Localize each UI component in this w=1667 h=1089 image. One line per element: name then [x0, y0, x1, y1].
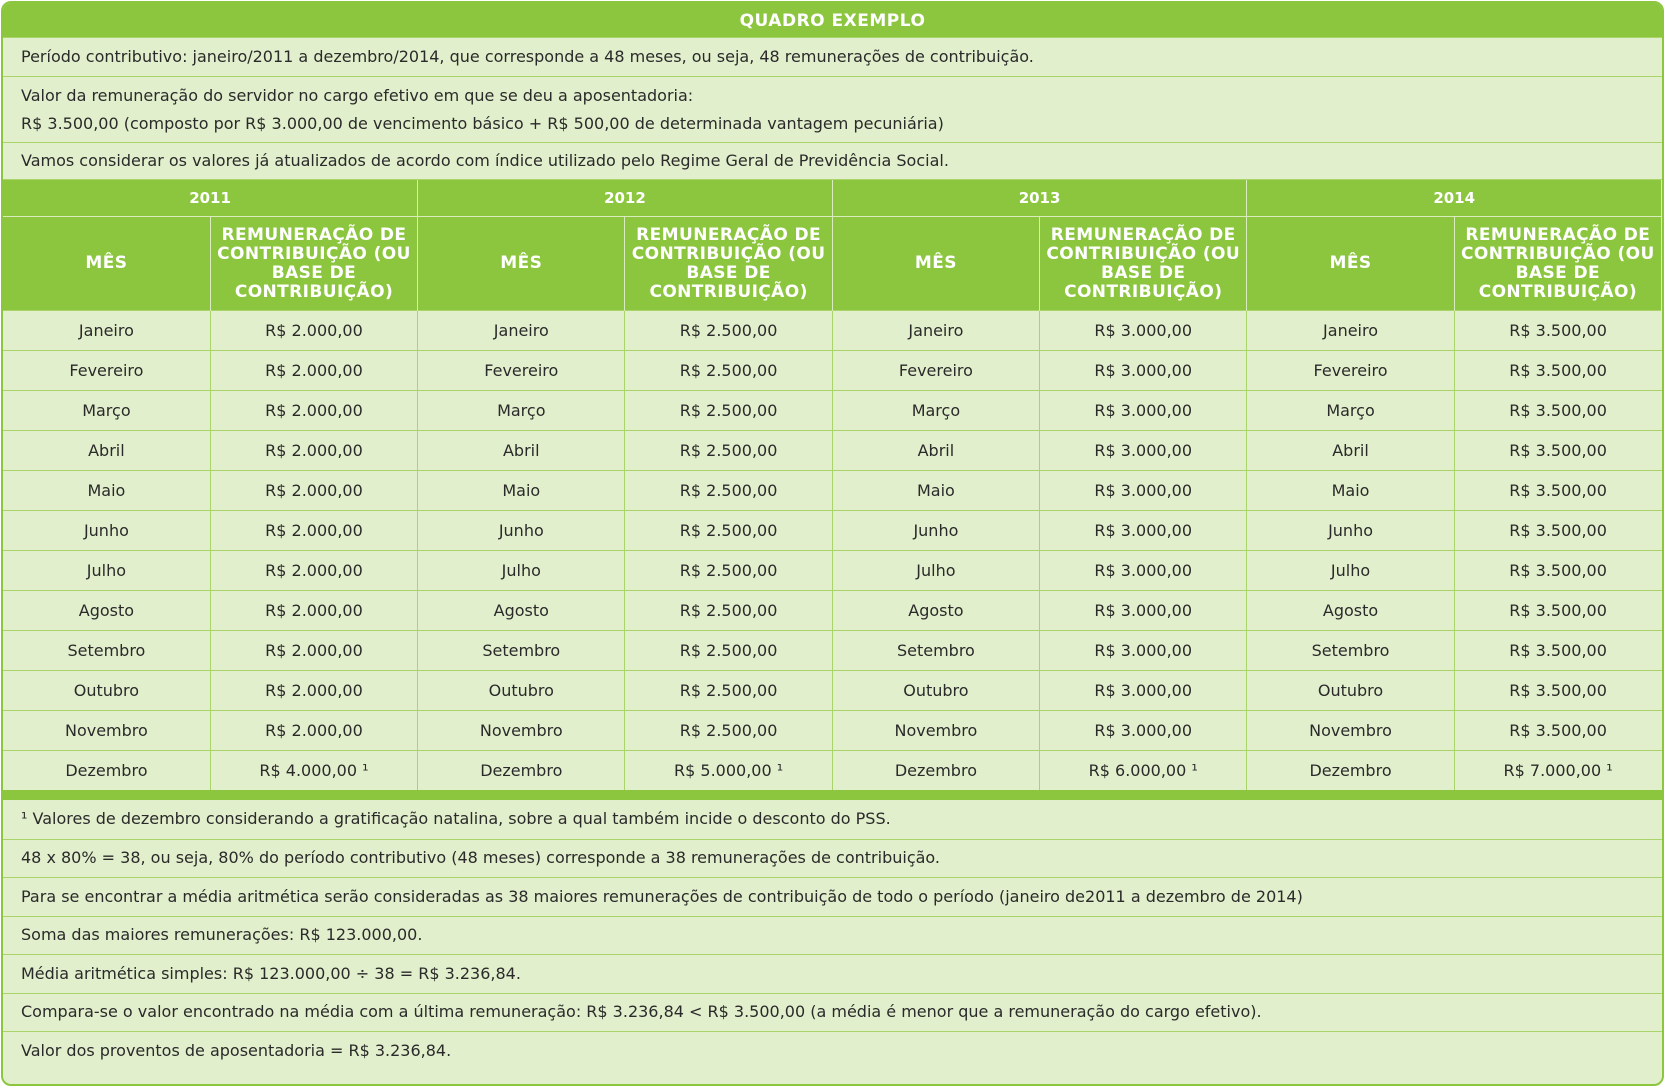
- month-cell: Fevereiro: [832, 351, 1039, 391]
- month-cell: Agosto: [1247, 591, 1454, 631]
- value-cell: R$ 2.000,00: [210, 591, 417, 631]
- month-cell: Janeiro: [1247, 311, 1454, 351]
- month-cell: Novembro: [3, 711, 210, 751]
- month-cell: Outubro: [418, 671, 625, 711]
- month-cell: Julho: [418, 551, 625, 591]
- table-row: [3, 431, 1662, 471]
- value-cell: R$ 2.500,00: [625, 711, 832, 751]
- month-cell: Maio: [418, 471, 625, 511]
- intro-period-text: Período contributivo: janeiro/2011 a dezembro/2014, que corresponde a 48 meses, ou seja, 48 remunerações de contribuição.: [21, 47, 1034, 66]
- calculation-note: [3, 916, 1662, 955]
- value-cell: R$ 4.000,00 ¹: [210, 751, 417, 791]
- value-cell: R$ 2.500,00: [625, 311, 832, 351]
- month-cell: Dezembro: [418, 751, 625, 791]
- value-cell: R$ 2.000,00: [210, 551, 417, 591]
- month-cell: Setembro: [1247, 631, 1454, 671]
- month-cell: Abril: [3, 431, 210, 471]
- value-cell: R$ 2.000,00: [210, 311, 417, 351]
- table-row: [3, 671, 1662, 711]
- value-cell: R$ 2.000,00: [210, 351, 417, 391]
- month-cell: Fevereiro: [418, 351, 625, 391]
- value-cell: R$ 2.000,00: [210, 511, 417, 551]
- value-cell: R$ 3.500,00: [1454, 311, 1661, 351]
- value-cell: R$ 3.500,00: [1454, 631, 1661, 671]
- month-cell: Novembro: [418, 711, 625, 751]
- section-divider: [3, 790, 1662, 800]
- table-row: [3, 551, 1662, 591]
- contribution-table: [3, 179, 1662, 790]
- month-cell: Dezembro: [3, 751, 210, 791]
- value-cell: R$ 2.000,00: [210, 711, 417, 751]
- intro-period: [3, 37, 1662, 76]
- calculation-note: [3, 839, 1662, 878]
- value-cell: R$ 2.500,00: [625, 511, 832, 551]
- calculation-notes: [3, 800, 1662, 1070]
- value-cell: R$ 3.000,00: [1040, 711, 1247, 751]
- month-cell: Julho: [1247, 551, 1454, 591]
- calculation-note: [3, 877, 1662, 916]
- month-cell: Maio: [3, 471, 210, 511]
- note-text: 48 x 80% = 38, ou seja, 80% do período contributivo (48 meses) corresponde a 38 remunerações de contribuição.: [21, 848, 941, 868]
- month-cell: Junho: [3, 511, 210, 551]
- month-column-header: MÊS: [3, 217, 210, 311]
- value-cell: R$ 3.500,00: [1454, 671, 1661, 711]
- value-cell: R$ 3.000,00: [1040, 671, 1247, 711]
- value-column-header: REMUNERAÇÃO DE CONTRIBUIÇÃO (OU BASE DE CONTRIBUIÇÃO): [210, 217, 417, 311]
- value-cell: R$ 2.000,00: [210, 431, 417, 471]
- month-cell: Junho: [832, 511, 1039, 551]
- month-cell: Fevereiro: [3, 351, 210, 391]
- intro-remuneration: [3, 76, 1662, 142]
- value-cell: R$ 2.000,00: [210, 391, 417, 431]
- month-cell: Janeiro: [418, 311, 625, 351]
- table-row: [3, 391, 1662, 431]
- intro-remuneration-label: Valor da remuneração do servidor no cargo efetivo em que se deu a aposentadoria:: [21, 85, 694, 105]
- value-cell: R$ 2.500,00: [625, 391, 832, 431]
- note-text: Média aritmética simples: R$ 123.000,00 ÷ 38 = R$ 3.236,84.: [21, 963, 521, 983]
- month-column-header: MÊS: [418, 217, 625, 311]
- month-cell: Dezembro: [1247, 751, 1454, 791]
- value-cell: R$ 2.000,00: [210, 631, 417, 671]
- value-cell: R$ 2.000,00: [210, 671, 417, 711]
- table-row: [3, 591, 1662, 631]
- value-cell: R$ 2.000,00: [210, 471, 417, 511]
- value-cell: R$ 2.500,00: [625, 631, 832, 671]
- year-header: 2013: [832, 180, 1247, 217]
- month-column-header: MÊS: [1247, 217, 1454, 311]
- year-header: 2011: [3, 180, 418, 217]
- value-cell: R$ 2.500,00: [625, 671, 832, 711]
- value-cell: R$ 5.000,00 ¹: [625, 751, 832, 791]
- month-cell: Abril: [418, 431, 625, 471]
- value-cell: R$ 3.500,00: [1454, 431, 1661, 471]
- month-cell: Novembro: [832, 711, 1039, 751]
- value-column-header: REMUNERAÇÃO DE CONTRIBUIÇÃO (OU BASE DE CONTRIBUIÇÃO): [625, 217, 832, 311]
- value-cell: R$ 3.500,00: [1454, 711, 1661, 751]
- calculation-note: [3, 993, 1662, 1032]
- value-cell: R$ 3.500,00: [1454, 551, 1661, 591]
- year-header: 2012: [418, 180, 833, 217]
- month-cell: Junho: [1247, 511, 1454, 551]
- month-cell: Outubro: [3, 671, 210, 711]
- month-cell: Maio: [1247, 471, 1454, 511]
- month-cell: Abril: [1247, 431, 1454, 471]
- month-cell: Janeiro: [832, 311, 1039, 351]
- intro-remuneration-value: R$ 3.500,00 (composto por R$ 3.000,00 de vencimento básico + R$ 500,00 de determinada vantagem pecuniária): [21, 113, 944, 133]
- month-cell: Setembro: [418, 631, 625, 671]
- footnote: [3, 800, 1662, 839]
- year-header: 2014: [1247, 180, 1662, 217]
- month-cell: Novembro: [1247, 711, 1454, 751]
- value-cell: R$ 3.000,00: [1040, 551, 1247, 591]
- value-column-header: REMUNERAÇÃO DE CONTRIBUIÇÃO (OU BASE DE CONTRIBUIÇÃO): [1040, 217, 1247, 311]
- month-cell: Agosto: [3, 591, 210, 631]
- value-cell: R$ 2.500,00: [625, 471, 832, 511]
- note-text: Valor dos proventos de aposentadoria = R$ 3.236,84.: [21, 1040, 452, 1060]
- value-cell: R$ 3.000,00: [1040, 471, 1247, 511]
- month-cell: Julho: [832, 551, 1039, 591]
- month-cell: Março: [3, 391, 210, 431]
- value-cell: R$ 3.000,00: [1040, 631, 1247, 671]
- month-cell: Maio: [832, 471, 1039, 511]
- month-cell: Agosto: [832, 591, 1039, 631]
- value-cell: R$ 6.000,00 ¹: [1040, 751, 1247, 791]
- value-column-header: REMUNERAÇÃO DE CONTRIBUIÇÃO (OU BASE DE CONTRIBUIÇÃO): [1454, 217, 1661, 311]
- month-cell: Outubro: [1247, 671, 1454, 711]
- value-cell: R$ 2.500,00: [625, 351, 832, 391]
- month-cell: Julho: [3, 551, 210, 591]
- column-header-row: [3, 217, 1662, 311]
- month-cell: Janeiro: [3, 311, 210, 351]
- month-cell: Agosto: [418, 591, 625, 631]
- month-cell: Junho: [418, 511, 625, 551]
- panel-title: QUADRO EXEMPLO: [3, 3, 1662, 37]
- value-cell: R$ 3.000,00: [1040, 351, 1247, 391]
- value-cell: R$ 3.000,00: [1040, 431, 1247, 471]
- month-cell: Março: [1247, 391, 1454, 431]
- value-cell: R$ 3.500,00: [1454, 351, 1661, 391]
- value-cell: R$ 3.000,00: [1040, 311, 1247, 351]
- table-row: [3, 511, 1662, 551]
- month-cell: Outubro: [832, 671, 1039, 711]
- table-row: [3, 471, 1662, 511]
- calculation-note: [3, 954, 1662, 993]
- value-cell: R$ 7.000,00 ¹: [1454, 751, 1661, 791]
- note-text: Compara-se o valor encontrado na média com a última remuneração: R$ 3.236,84 < R$ 3.500,00 (a média é menor que a remuneração do cargo efetivo).: [21, 1002, 1262, 1022]
- value-cell: R$ 2.500,00: [625, 591, 832, 631]
- table-row: [3, 751, 1662, 791]
- month-cell: Março: [418, 391, 625, 431]
- month-cell: Dezembro: [832, 751, 1039, 791]
- value-cell: R$ 3.000,00: [1040, 591, 1247, 631]
- value-cell: R$ 2.500,00: [625, 431, 832, 471]
- calculation-note: [3, 1031, 1662, 1070]
- month-column-header: MÊS: [832, 217, 1039, 311]
- month-cell: Março: [832, 391, 1039, 431]
- month-cell: Abril: [832, 431, 1039, 471]
- intro-index-text: Vamos considerar os valores já atualizados de acordo com índice utilizado pelo Regime Geral de Previdência Social.: [21, 151, 949, 170]
- month-cell: Fevereiro: [1247, 351, 1454, 391]
- note-text: Para se encontrar a média aritmética serão consideradas as 38 maiores remunerações de contribuição de todo o período (janeiro de2011 a dezembro de 2014): [21, 886, 1303, 906]
- year-header-row: [3, 180, 1662, 217]
- value-cell: R$ 2.500,00: [625, 551, 832, 591]
- table-row: [3, 631, 1662, 671]
- month-cell: Setembro: [3, 631, 210, 671]
- table-row: [3, 351, 1662, 391]
- month-cell: Setembro: [832, 631, 1039, 671]
- table-row: [3, 311, 1662, 351]
- value-cell: R$ 3.500,00: [1454, 391, 1661, 431]
- table-body: [3, 311, 1662, 791]
- value-cell: R$ 3.500,00: [1454, 471, 1661, 511]
- note-text: ¹ Valores de dezembro considerando a gratificação natalina, sobre a qual também incide o desconto do PSS.: [21, 809, 891, 829]
- intro-index-note: [3, 142, 1662, 179]
- example-table-panel: [1, 1, 1664, 1086]
- table-row: [3, 711, 1662, 751]
- value-cell: R$ 3.000,00: [1040, 391, 1247, 431]
- value-cell: R$ 3.500,00: [1454, 591, 1661, 631]
- note-text: Soma das maiores remunerações: R$ 123.000,00.: [21, 925, 423, 945]
- value-cell: R$ 3.500,00: [1454, 511, 1661, 551]
- value-cell: R$ 3.000,00: [1040, 511, 1247, 551]
